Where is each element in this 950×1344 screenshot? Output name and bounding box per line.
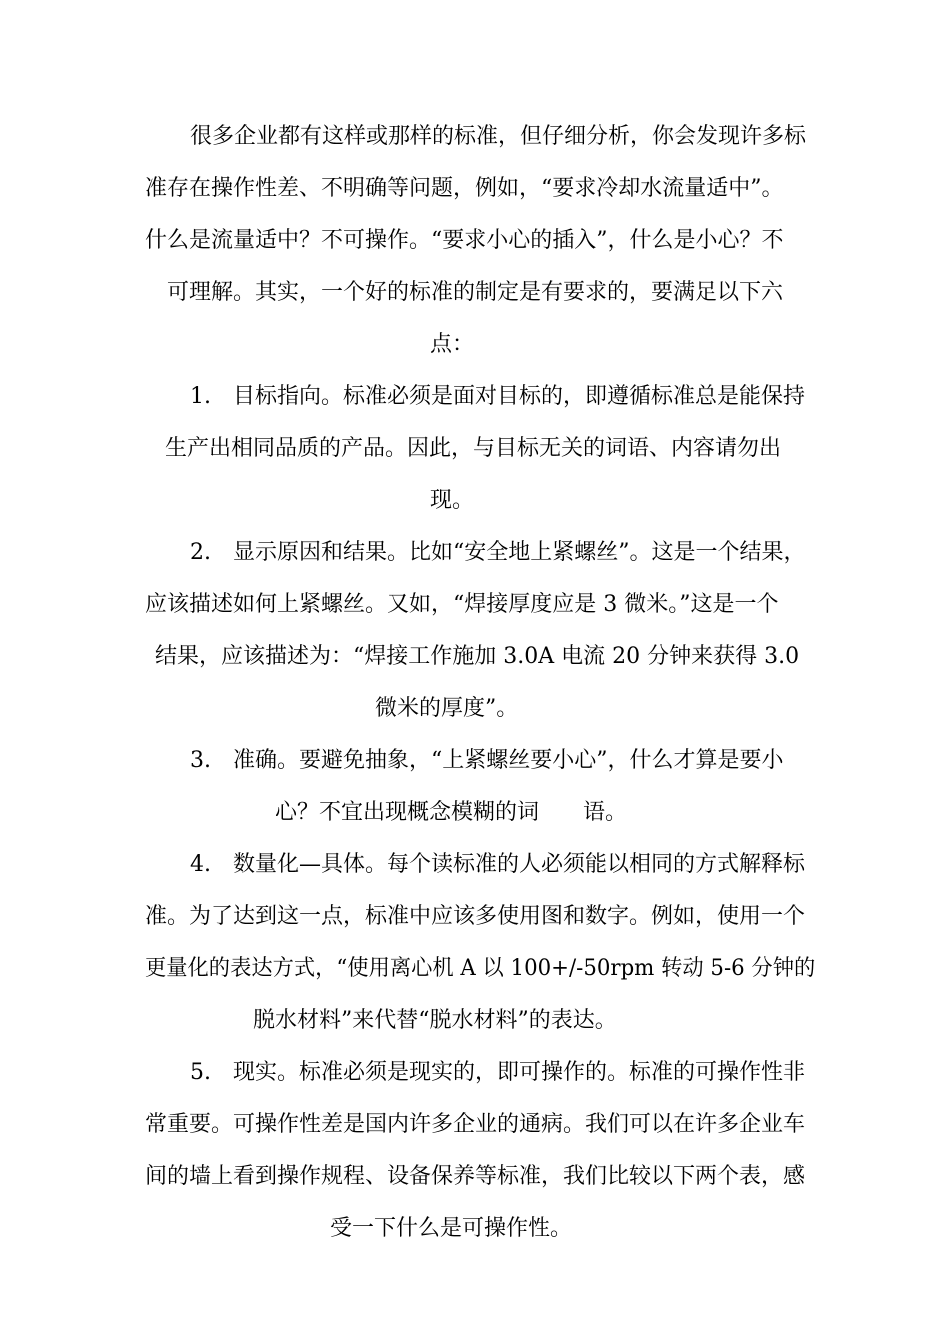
- text-line: 脱水材料”来代替“脱水材料”的表达。: [253, 1008, 617, 1033]
- text-line: 间的墙上看到操作规程、设备保养等标准，我们比较以下两个表，感: [145, 1164, 806, 1189]
- text-line: 结果，应该描述为：“焊接工作施加 3.0A 电流 20 分钟来获得 3.0: [155, 644, 800, 669]
- text-line: 应该描述如何上紧螺丝。又如，“焊接厚度应是 3 微米。”这是一个: [145, 592, 779, 617]
- text-line: 准存在操作性差、不明确等问题，例如，“要求冷却水流量适中”。: [145, 176, 784, 201]
- text-line: 更量化的表达方式，“使用离心机 A 以 100+/-50rpm 转动 5-6 分钟的: [145, 956, 816, 981]
- text-line: 可理解。其实，一个好的标准的制定是有要求的，要满足以下六: [167, 280, 784, 305]
- text-line: 常重要。可操作性差是国内许多企业的通病。我们可以在许多企业车: [145, 1112, 806, 1137]
- text-line: 1. 目标指向。标准必须是面对目标的，即遵循标准总是能保持: [190, 384, 805, 409]
- text-line: 2. 显示原因和结果。比如“安全地上紧螺丝”。这是一个结果，: [190, 540, 806, 565]
- text-line: 什么是流量适中？不可操作。“要求小心的插入”，什么是小心？不: [145, 228, 784, 253]
- text-line: 准。为了达到这一点，标准中应该多使用图和数字。例如，使用一个: [145, 904, 806, 929]
- text-line: 微米的厚度”。: [375, 696, 519, 721]
- text-line: 受一下什么是可操作性。: [330, 1216, 573, 1241]
- text-line: 3. 准确。要避免抽象，“上紧螺丝要小心”，什么才算是要小: [190, 748, 784, 773]
- text-line: 点：: [430, 332, 475, 357]
- text-line: 心？不宜出现概念模糊的词 语。: [275, 800, 628, 825]
- text-line: 很多企业都有这样或那样的标准，但仔细分析，你会发现许多标: [190, 124, 807, 149]
- text-line: 5. 现实。标准必须是现实的，即可操作的。标准的可操作性非: [190, 1060, 805, 1085]
- text-line: 4. 数量化—具体。每个读标准的人必须能以相同的方式解释标: [190, 852, 805, 877]
- text-line: 现。: [430, 488, 475, 513]
- text-line: 生产出相同品质的产品。因此，与目标无关的词语、内容请勿出: [165, 436, 782, 461]
